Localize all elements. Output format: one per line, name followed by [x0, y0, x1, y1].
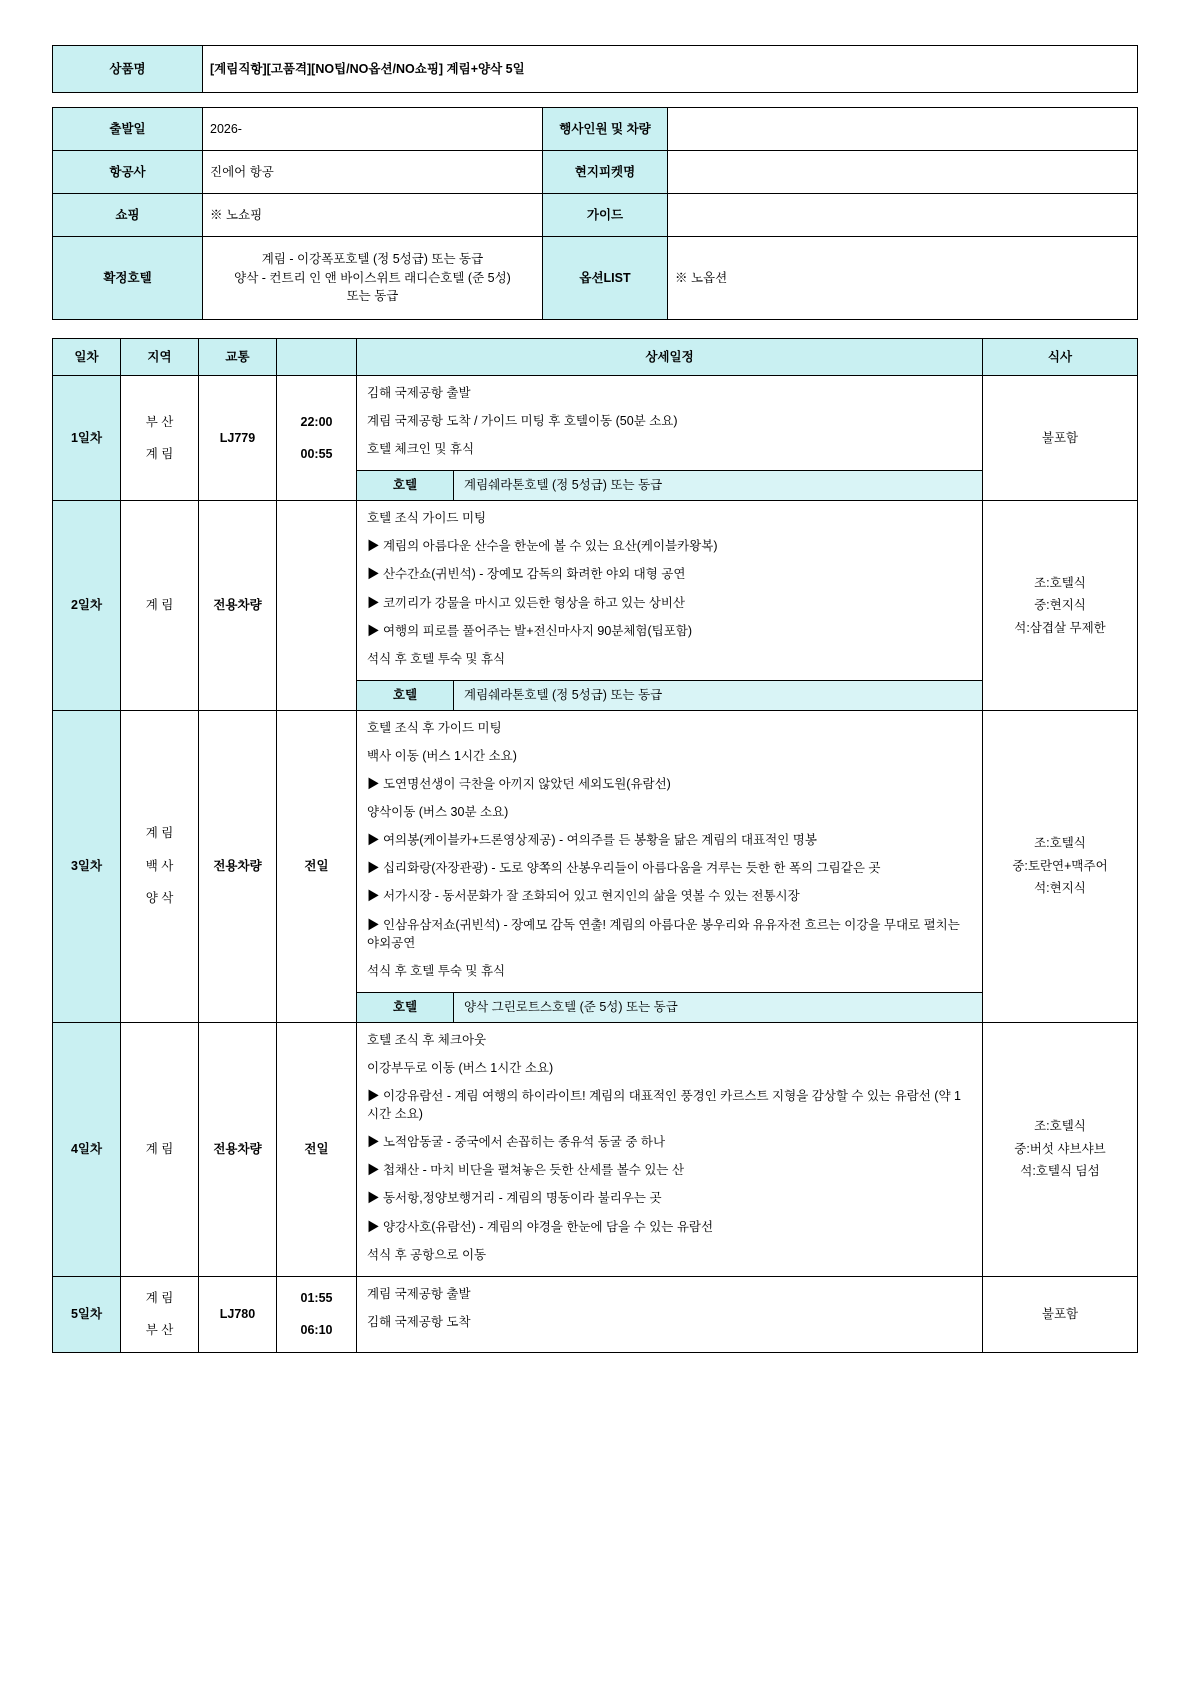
meal-line: 중:토란연+맥주어 — [1012, 858, 1108, 873]
pax-value — [668, 108, 1138, 151]
hotel-row — [357, 992, 982, 1022]
hotel-row — [357, 470, 982, 500]
region-cell — [121, 376, 199, 501]
day-label: 5일차 — [53, 1276, 121, 1352]
detail-line: ▶ 이강유람선 - 계림 여행의 하이라이트! 계림의 대표적인 풍경인 카르스트 지형을 감상할 수 있는 유람선 (약 1시간 소요) — [367, 1088, 961, 1121]
meal-line: 조:호텔식 — [1034, 1119, 1086, 1134]
region-cell — [121, 501, 199, 711]
detail-line: ▶ 여의봉(케이블카+드론영상제공) - 여의주를 든 봉황을 닮은 계림의 대표적인 명봉 — [367, 833, 817, 848]
time-cell — [277, 710, 357, 1022]
detail-lines — [357, 501, 982, 680]
detail-line: ▶ 서가시장 - 동서문화가 잘 조화되어 있고 현지인의 삶을 엿볼 수 있는 전통시장 — [367, 889, 800, 904]
time-value: 06:10 — [300, 1323, 333, 1338]
transport-cell: LJ780 — [199, 1276, 277, 1352]
detail-line: 호텔 조식 가이드 미팅 — [367, 511, 487, 526]
day-label: 2일차 — [53, 501, 121, 711]
local-guide-name-value — [668, 151, 1138, 194]
option-list-value: ※ 노옵션 — [668, 237, 1138, 320]
detail-line: 석식 후 호텔 투숙 및 휴식 — [367, 963, 506, 978]
confirmed-hotel-label: 확정호텔 — [53, 237, 203, 320]
hotel-row-value: 계림쉐라톤호텔 (정 5성급) 또는 동급 — [454, 471, 982, 500]
region-name: 계 림 — [145, 1290, 174, 1305]
table-row — [53, 237, 1138, 320]
time-cell — [277, 376, 357, 501]
airline-value: 진에어 항공 — [203, 151, 543, 194]
meal-line: 불포함 — [1041, 1307, 1079, 1321]
time-value: 00:55 — [300, 447, 333, 462]
hotel-row-label: 호텔 — [357, 471, 454, 500]
meal-line: 석:삼겹살 무제한 — [1014, 620, 1106, 635]
itinerary-day-row — [53, 710, 1138, 1022]
detail-lines — [357, 376, 982, 470]
detail-line: 김해 국제공항 출발 — [367, 386, 471, 400]
region-name: 부 산 — [145, 414, 174, 429]
detail-cell — [357, 1022, 983, 1276]
detail-line: ▶ 여행의 피로를 풀어주는 발+전신마사지 90분체험(팁포함) — [367, 623, 693, 638]
detail-cell — [357, 710, 983, 1022]
hotel-line-1: 계림 - 이강폭포호텔 (정 5성급) 또는 동급 — [261, 251, 484, 266]
option-list-label: 옵션LIST — [543, 237, 668, 320]
meal-line: 불포함 — [1041, 430, 1079, 445]
hotel-line-2: 양삭 - 컨트리 인 앤 바이스위트 래디슨호텔 (준 5성) — [234, 270, 511, 285]
meal-line: 조:호텔식 — [1034, 836, 1086, 851]
header-transport: 교통 — [199, 339, 277, 376]
region-name: 계 림 — [145, 826, 174, 841]
airline-label: 항공사 — [53, 151, 203, 194]
time-value: 전일 — [304, 858, 329, 873]
detail-line: ▶ 계림의 아름다운 산수을 한눈에 볼 수 있는 요산(케이블카왕복) — [367, 539, 718, 554]
region-name: 백 사 — [145, 858, 174, 873]
region-name: 계 림 — [145, 447, 174, 462]
hotel-row-value: 계림쉐라톤호텔 (정 5성급) 또는 동급 — [454, 681, 982, 710]
time-value: 22:00 — [300, 414, 333, 429]
region-cell — [121, 1276, 199, 1352]
detail-line: ▶ 코끼리가 강물을 마시고 있든한 형상을 하고 있는 상비산 — [367, 595, 686, 610]
transport-cell: LJ779 — [199, 376, 277, 501]
detail-line: 석식 후 공항으로 이동 — [367, 1247, 487, 1262]
time-cell — [277, 501, 357, 711]
detail-line: ▶ 첩채산 - 마치 비단을 펼쳐놓은 듯한 산세를 볼수 있는 산 — [367, 1163, 685, 1178]
itinerary-body — [53, 376, 1138, 1353]
product-name-label: 상품명 — [53, 46, 203, 93]
product-name-table — [52, 45, 1138, 93]
detail-line: ▶ 양강사호(유람선) - 계림의 야경을 한눈에 담을 수 있는 유람선 — [367, 1219, 714, 1234]
time-value: 전일 — [304, 1141, 329, 1156]
detail-lines — [357, 711, 982, 992]
region-name: 부 산 — [145, 1323, 174, 1338]
pax-label: 행사인원 및 차량 — [543, 108, 668, 151]
detail-line: 이강부두로 이동 (버스 1시간 소요) — [367, 1060, 554, 1075]
hotel-row — [357, 680, 982, 710]
hotel-row-value: 양삭 그린로트스호텔 (준 5성) 또는 동급 — [454, 993, 982, 1022]
transport-cell: 전용차량 — [199, 501, 277, 711]
product-name-value: [계림직항][고품격][NO팁/NO옵션/NO쇼핑] 계림+양삭 5일 — [203, 46, 1138, 93]
detail-line: ▶ 도연명선생이 극찬을 아끼지 않았던 세외도원(유람선) — [367, 776, 671, 791]
itinerary-header-row — [53, 339, 1138, 376]
meal-cell — [983, 501, 1138, 711]
meal-line: 중:버섯 샤브샤브 — [1014, 1141, 1106, 1156]
hotel-row-label: 호텔 — [357, 993, 454, 1022]
detail-line: 호텔 조식 후 가이드 미팅 — [367, 720, 502, 735]
hotel-row-label: 호텔 — [357, 681, 454, 710]
region-name: 계 림 — [145, 598, 174, 613]
header-meal: 식사 — [983, 339, 1138, 376]
meal-line: 석:현지식 — [1034, 881, 1086, 896]
meal-cell — [983, 376, 1138, 501]
detail-line: ▶ 산수간쇼(귀빈석) - 장예모 감독의 화려한 야외 대형 공연 — [367, 567, 686, 582]
departure-label: 출발일 — [53, 108, 203, 151]
header-day: 일차 — [53, 339, 121, 376]
detail-line: 계림 국제공항 도착 / 가이드 미팅 후 호텔이동 (50분 소요) — [367, 414, 678, 429]
time-value: 01:55 — [300, 1290, 333, 1305]
detail-line: 김해 국제공항 도착 — [367, 1314, 471, 1329]
meal-line: 중:현지식 — [1034, 598, 1086, 613]
itinerary-table — [52, 338, 1138, 1353]
guide-value — [668, 194, 1138, 237]
confirmed-hotel-value — [203, 237, 543, 320]
itinerary-day-row — [53, 501, 1138, 711]
detail-line: ▶ 노적암동굴 - 중국에서 손꼽히는 종유석 동굴 중 하나 — [367, 1135, 666, 1150]
itinerary-day-row — [53, 1276, 1138, 1352]
detail-lines — [357, 1277, 982, 1343]
region-cell — [121, 710, 199, 1022]
meal-line: 조:호텔식 — [1034, 575, 1086, 590]
transport-cell: 전용차량 — [199, 1022, 277, 1276]
meal-cell — [983, 1276, 1138, 1352]
meal-cell — [983, 1022, 1138, 1276]
departure-value: 2026- — [203, 108, 543, 151]
trip-info-table — [52, 107, 1138, 320]
detail-line: ▶ 동서항,정양보행거리 - 계림의 명동이라 불리우는 곳 — [367, 1191, 662, 1206]
table-row — [53, 194, 1138, 237]
transport-cell: 전용차량 — [199, 710, 277, 1022]
itinerary-day-row — [53, 376, 1138, 501]
header-region: 지역 — [121, 339, 199, 376]
hotel-line-3: 또는 동급 — [346, 289, 399, 304]
detail-line: 계림 국제공항 출발 — [367, 1286, 471, 1301]
day-label: 4일차 — [53, 1022, 121, 1276]
header-time — [277, 339, 357, 376]
day-label: 1일차 — [53, 376, 121, 501]
local-guide-name-label: 현지피켓명 — [543, 151, 668, 194]
time-cell — [277, 1276, 357, 1352]
detail-lines — [357, 1023, 982, 1276]
guide-label: 가이드 — [543, 194, 668, 237]
detail-line: 호텔 조식 후 체크아웃 — [367, 1032, 487, 1047]
table-row — [53, 151, 1138, 194]
detail-line: 양삭이동 (버스 30분 소요) — [367, 805, 509, 819]
meal-line: 석:호텔식 딤섬 — [1020, 1164, 1100, 1179]
header-detail: 상세일정 — [357, 339, 983, 376]
shopping-label: 쇼핑 — [53, 194, 203, 237]
region-cell — [121, 1022, 199, 1276]
itinerary-day-row — [53, 1022, 1138, 1276]
shopping-value: ※ 노쇼핑 — [203, 194, 543, 237]
meal-cell — [983, 710, 1138, 1022]
detail-line: ▶ 십리화랑(자장관광) - 도로 양쪽의 산봉우리들이 아름다움을 겨루는 듯한 한 폭의 그림같은 곳 — [367, 861, 881, 876]
detail-line: 백사 이동 (버스 1시간 소요) — [367, 748, 517, 763]
table-row — [53, 46, 1138, 93]
region-name: 계 림 — [145, 1141, 174, 1156]
detail-cell — [357, 501, 983, 711]
detail-line: ▶ 인삼유삼저쇼(귀빈석) - 장예모 감독 연출! 계림의 아름다운 봉우리와 유유자전 흐르는 이강을 무대로 펼치는 야외공연 — [367, 917, 960, 950]
detail-line: 호텔 체크인 및 휴식 — [367, 442, 475, 457]
detail-line: 석식 후 호텔 투숙 및 휴식 — [367, 651, 506, 666]
day-label: 3일차 — [53, 710, 121, 1022]
table-row — [53, 108, 1138, 151]
region-name: 양 삭 — [145, 891, 174, 906]
time-cell — [277, 1022, 357, 1276]
detail-cell — [357, 1276, 983, 1352]
detail-cell — [357, 376, 983, 501]
